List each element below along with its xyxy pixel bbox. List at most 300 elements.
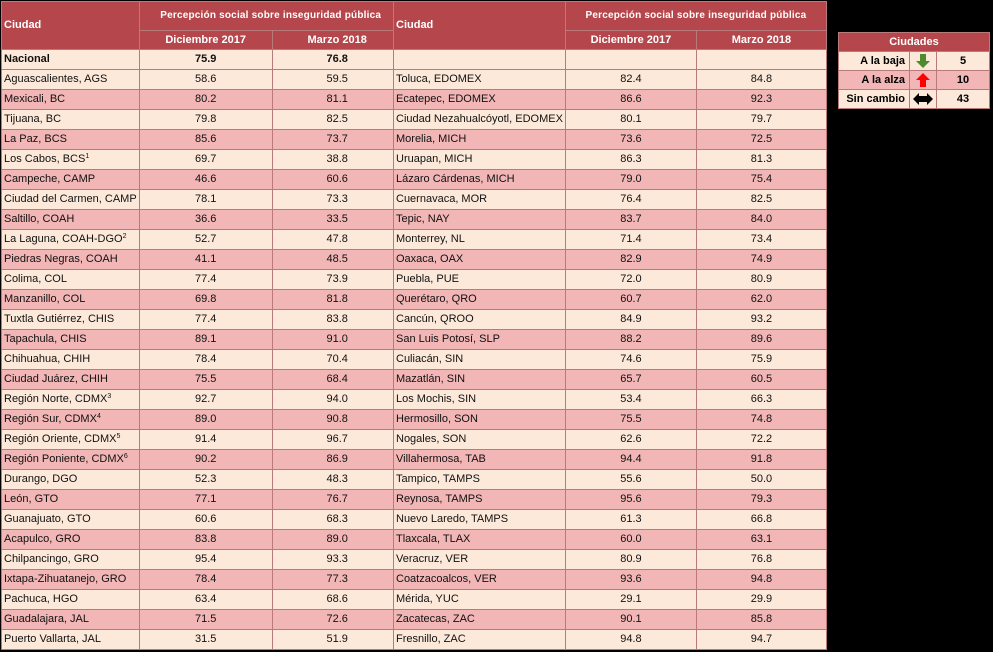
dec-2017-value: 86.3 bbox=[565, 150, 696, 170]
table-row bbox=[2, 50, 403, 70]
dec-2017-value: 72.0 bbox=[565, 270, 696, 290]
city-name: Culiacán, SIN bbox=[396, 353, 464, 365]
mar-2018-value: 74.9 bbox=[696, 250, 826, 270]
table-row bbox=[2, 370, 403, 390]
mar-2018-value: 89.0 bbox=[272, 530, 402, 550]
city-name: Puerto Vallarta, JAL bbox=[4, 633, 102, 645]
dec-2017-value: 80.9 bbox=[565, 550, 696, 570]
mar-2018-value: 76.8 bbox=[696, 550, 826, 570]
dec-2017-value: 77.1 bbox=[139, 490, 272, 510]
dec-2017-value: 31.5 bbox=[139, 630, 272, 650]
footnote-marker: 6 bbox=[123, 453, 128, 460]
table-row bbox=[2, 330, 403, 350]
dec-2017-value: 53.4 bbox=[565, 390, 696, 410]
city-name: Los Cabos, BCS bbox=[4, 153, 86, 165]
table-row bbox=[2, 610, 403, 630]
dec-2017-value bbox=[565, 50, 696, 70]
city-name: Reynosa, TAMPS bbox=[396, 493, 483, 505]
mar-2018-value: 77.3 bbox=[272, 570, 402, 590]
city-cell bbox=[2, 590, 140, 610]
dec-2017-value: 65.7 bbox=[565, 370, 696, 390]
table-row bbox=[394, 410, 827, 430]
legend-title: Ciudades bbox=[839, 33, 990, 52]
dec-2017-value: 75.5 bbox=[139, 370, 272, 390]
city-name: Puebla, PUE bbox=[396, 273, 459, 285]
mar-2018-value: 96.7 bbox=[272, 430, 402, 450]
city-cell bbox=[2, 290, 140, 310]
dec-2017-value: 55.6 bbox=[565, 470, 696, 490]
footnote-marker: 4 bbox=[96, 413, 101, 420]
dec-2017-value: 52.3 bbox=[139, 470, 272, 490]
mar-2018-value: 92.3 bbox=[696, 90, 826, 110]
table-row bbox=[394, 330, 827, 350]
dec-2017-value: 84.9 bbox=[565, 310, 696, 330]
mar-2018-value: 74.8 bbox=[696, 410, 826, 430]
table-row bbox=[2, 150, 403, 170]
mar-2018-value: 75.4 bbox=[696, 170, 826, 190]
mar-2018-value: 82.5 bbox=[696, 190, 826, 210]
city-cell bbox=[2, 430, 140, 450]
table-row bbox=[394, 70, 827, 90]
city-cell bbox=[2, 270, 140, 290]
mar-2018-value: 76.7 bbox=[272, 490, 402, 510]
city-cell bbox=[394, 290, 566, 310]
city-cell bbox=[394, 510, 566, 530]
right-table bbox=[393, 1, 827, 650]
table-row bbox=[2, 450, 403, 470]
table-row bbox=[2, 470, 403, 490]
legend-row-nochange bbox=[839, 90, 990, 109]
mar-2018-value: 80.9 bbox=[696, 270, 826, 290]
mar-2018-value: 81.1 bbox=[272, 90, 402, 110]
legend-count: 5 bbox=[937, 52, 990, 71]
mar-2018-value: 90.8 bbox=[272, 410, 402, 430]
table-row bbox=[394, 390, 827, 410]
dec-2017-value: 92.7 bbox=[139, 390, 272, 410]
city-cell bbox=[394, 610, 566, 630]
mar-2018-value: 33.5 bbox=[272, 210, 402, 230]
dec-2017-value: 90.2 bbox=[139, 450, 272, 470]
city-cell bbox=[394, 250, 566, 270]
city-name: Ciudad Juárez, CHIH bbox=[4, 373, 108, 385]
dec-2017-value: 58.6 bbox=[139, 70, 272, 90]
city-name: Tampico, TAMPS bbox=[396, 473, 480, 485]
city-name: Durango, DGO bbox=[4, 473, 78, 485]
mar-2018-value: 59.5 bbox=[272, 70, 402, 90]
footnote-marker: 2 bbox=[122, 233, 127, 240]
table-row bbox=[2, 310, 403, 330]
table-row bbox=[2, 430, 403, 450]
mar-2018-value: 94.0 bbox=[272, 390, 402, 410]
city-cell bbox=[2, 230, 140, 250]
table-row bbox=[394, 190, 827, 210]
city-cell bbox=[2, 570, 140, 590]
city-name: Acapulco, GRO bbox=[4, 533, 81, 545]
city-cell bbox=[394, 430, 566, 450]
city-cell bbox=[2, 70, 140, 90]
dec-2017-value: 77.4 bbox=[139, 310, 272, 330]
city-cell bbox=[394, 490, 566, 510]
dec-2017-value: 71.4 bbox=[565, 230, 696, 250]
city-cell bbox=[394, 590, 566, 610]
table-row bbox=[394, 110, 827, 130]
table-row bbox=[2, 530, 403, 550]
dec-2017-value: 78.4 bbox=[139, 570, 272, 590]
city-name: Mérida, YUC bbox=[396, 593, 459, 605]
city-header: Ciudad bbox=[2, 2, 140, 50]
mar-2018-value: 76.8 bbox=[272, 50, 402, 70]
city-cell bbox=[2, 610, 140, 630]
dec-2017-value: 60.6 bbox=[139, 510, 272, 530]
city-name: Veracruz, VER bbox=[396, 553, 469, 565]
mar-2018-value: 68.3 bbox=[272, 510, 402, 530]
dec-2017-value: 90.1 bbox=[565, 610, 696, 630]
mar-2018-value: 75.9 bbox=[696, 350, 826, 370]
city-name: Ixtapa-Zihuatanejo, GRO bbox=[4, 573, 127, 585]
legend-count: 43 bbox=[937, 90, 990, 109]
city-name: Nogales, SON bbox=[396, 433, 467, 445]
dec-2017-value: 94.8 bbox=[565, 630, 696, 650]
mar-2018-value: 70.4 bbox=[272, 350, 402, 370]
city-cell bbox=[2, 330, 140, 350]
mar-2018-value: 81.8 bbox=[272, 290, 402, 310]
city-name: Ciudad Nezahualcóyotl, EDOMEX bbox=[396, 113, 563, 125]
table-row bbox=[394, 250, 827, 270]
city-cell bbox=[394, 50, 566, 70]
dec-2017-value: 95.4 bbox=[139, 550, 272, 570]
city-cell bbox=[2, 470, 140, 490]
mar-2018-header: Marzo 2018 bbox=[696, 31, 826, 50]
black-left-right-arrow-icon bbox=[910, 90, 937, 109]
city-name: Villahermosa, TAB bbox=[396, 453, 486, 465]
table-row bbox=[394, 530, 827, 550]
city-name: La Laguna, COAH-DGO bbox=[4, 233, 123, 245]
dec-2017-value: 41.1 bbox=[139, 250, 272, 270]
city-name: Manzanillo, COL bbox=[4, 293, 86, 305]
perception-header: Percepción social sobre inseguridad pública bbox=[139, 2, 402, 31]
mar-2018-value: 89.6 bbox=[696, 330, 826, 350]
city-name: Colima, COL bbox=[4, 273, 67, 285]
dec-2017-value: 86.6 bbox=[565, 90, 696, 110]
mar-2018-value: 60.5 bbox=[696, 370, 826, 390]
dec-2017-value: 36.6 bbox=[139, 210, 272, 230]
dec-2017-value: 95.6 bbox=[565, 490, 696, 510]
table-row bbox=[394, 90, 827, 110]
city-name: Chilpancingo, GRO bbox=[4, 553, 99, 565]
dec-2017-value: 79.0 bbox=[565, 170, 696, 190]
dec-2017-header: Diciembre 2017 bbox=[139, 31, 272, 50]
city-name: Saltillo, COAH bbox=[4, 213, 75, 225]
city-cell bbox=[394, 110, 566, 130]
table-row bbox=[2, 390, 403, 410]
table-row bbox=[2, 350, 403, 370]
city-name: Aguascalientes, AGS bbox=[4, 73, 108, 85]
city-name: Los Mochis, SIN bbox=[396, 393, 477, 405]
city-name: Hermosillo, SON bbox=[396, 413, 478, 425]
city-cell bbox=[2, 50, 140, 70]
city-name: Monterrey, NL bbox=[396, 233, 465, 245]
dec-2017-value: 52.7 bbox=[139, 230, 272, 250]
mar-2018-value: 68.6 bbox=[272, 590, 402, 610]
city-cell bbox=[394, 570, 566, 590]
dec-2017-value: 61.3 bbox=[565, 510, 696, 530]
mar-2018-value: 68.4 bbox=[272, 370, 402, 390]
table-row bbox=[2, 110, 403, 130]
table-row bbox=[394, 470, 827, 490]
table-row bbox=[394, 510, 827, 530]
mar-2018-value: 72.5 bbox=[696, 130, 826, 150]
footnote-marker: 1 bbox=[85, 153, 90, 160]
left-table bbox=[1, 1, 403, 650]
dec-2017-value: 79.8 bbox=[139, 110, 272, 130]
mar-2018-value: 47.8 bbox=[272, 230, 402, 250]
mar-2018-value: 73.9 bbox=[272, 270, 402, 290]
city-name: Oaxaca, OAX bbox=[396, 253, 464, 265]
table-row bbox=[2, 550, 403, 570]
city-name: Coatzacoalcos, VER bbox=[396, 573, 497, 585]
city-name: Cuernavaca, MOR bbox=[396, 193, 488, 205]
green-down-arrow-icon bbox=[910, 52, 937, 71]
city-cell bbox=[2, 110, 140, 130]
city-name: Tijuana, BC bbox=[4, 113, 62, 125]
mar-2018-value: 72.6 bbox=[272, 610, 402, 630]
mar-2018-value: 62.0 bbox=[696, 290, 826, 310]
city-cell bbox=[394, 270, 566, 290]
mar-2018-value: 81.3 bbox=[696, 150, 826, 170]
table-row bbox=[394, 590, 827, 610]
footnote-marker: 5 bbox=[116, 433, 121, 440]
table-row bbox=[394, 310, 827, 330]
table-row bbox=[2, 230, 403, 250]
mar-2018-value: 48.3 bbox=[272, 470, 402, 490]
mar-2018-value: 29.9 bbox=[696, 590, 826, 610]
legend-row-up bbox=[839, 71, 990, 90]
footnote-marker: 3 bbox=[107, 393, 112, 400]
city-cell bbox=[394, 550, 566, 570]
city-name: Campeche, CAMP bbox=[4, 173, 96, 185]
table-row bbox=[2, 290, 403, 310]
table-row bbox=[394, 270, 827, 290]
mar-2018-value: 73.4 bbox=[696, 230, 826, 250]
city-cell bbox=[2, 350, 140, 370]
dec-2017-value: 94.4 bbox=[565, 450, 696, 470]
table-row bbox=[2, 210, 403, 230]
city-name: León, GTO bbox=[4, 493, 59, 505]
city-name: Cancún, QROO bbox=[396, 313, 474, 325]
dec-2017-value: 82.9 bbox=[565, 250, 696, 270]
mar-2018-value: 93.2 bbox=[696, 310, 826, 330]
table-row bbox=[394, 210, 827, 230]
city-name: Tuxtla Gutiérrez, CHIS bbox=[4, 313, 115, 325]
dec-2017-value: 80.2 bbox=[139, 90, 272, 110]
city-cell bbox=[2, 510, 140, 530]
table-row bbox=[2, 510, 403, 530]
city-header: Ciudad bbox=[394, 2, 566, 50]
dec-2017-value: 69.7 bbox=[139, 150, 272, 170]
city-cell bbox=[394, 150, 566, 170]
table-row bbox=[394, 50, 827, 70]
city-name: Ciudad del Carmen, CAMP bbox=[4, 193, 137, 205]
city-name: Región Norte, CDMX bbox=[4, 393, 108, 405]
dec-2017-value: 83.8 bbox=[139, 530, 272, 550]
city-name: Guanajuato, GTO bbox=[4, 513, 91, 525]
city-name: Pachuca, HGO bbox=[4, 593, 78, 605]
table-row bbox=[394, 150, 827, 170]
city-cell bbox=[394, 190, 566, 210]
dec-2017-value: 83.7 bbox=[565, 210, 696, 230]
red-up-arrow-icon bbox=[910, 71, 937, 90]
city-cell bbox=[2, 450, 140, 470]
mar-2018-value: 83.8 bbox=[272, 310, 402, 330]
dec-2017-value: 78.4 bbox=[139, 350, 272, 370]
city-cell bbox=[2, 410, 140, 430]
dec-2017-value: 46.6 bbox=[139, 170, 272, 190]
dec-2017-value: 60.0 bbox=[565, 530, 696, 550]
mar-2018-value: 48.5 bbox=[272, 250, 402, 270]
table-row bbox=[394, 490, 827, 510]
city-cell bbox=[2, 630, 140, 650]
legend-count: 10 bbox=[937, 71, 990, 90]
dec-2017-value: 76.4 bbox=[565, 190, 696, 210]
mar-2018-value: 79.7 bbox=[696, 110, 826, 130]
mar-2018-value: 84.0 bbox=[696, 210, 826, 230]
dec-2017-header: Diciembre 2017 bbox=[565, 31, 696, 50]
table-row bbox=[394, 350, 827, 370]
city-cell bbox=[2, 150, 140, 170]
mar-2018-value: 86.9 bbox=[272, 450, 402, 470]
city-name: Guadalajara, JAL bbox=[4, 613, 89, 625]
mar-2018-value: 66.8 bbox=[696, 510, 826, 530]
city-name: Uruapan, MICH bbox=[396, 153, 473, 165]
dec-2017-value: 71.5 bbox=[139, 610, 272, 630]
mar-2018-value: 38.8 bbox=[272, 150, 402, 170]
mar-2018-header: Marzo 2018 bbox=[272, 31, 402, 50]
legend-label: A la baja bbox=[839, 52, 910, 71]
city-name: Mexicali, BC bbox=[4, 93, 66, 105]
mar-2018-value: 79.3 bbox=[696, 490, 826, 510]
city-name: Morelia, MICH bbox=[396, 133, 467, 145]
legend-label: Sin cambio bbox=[839, 90, 910, 109]
city-cell bbox=[2, 250, 140, 270]
table-row bbox=[2, 70, 403, 90]
legend-row-down bbox=[839, 52, 990, 71]
mar-2018-value: 50.0 bbox=[696, 470, 826, 490]
city-name: Nacional bbox=[4, 53, 50, 65]
city-name: Tapachula, CHIS bbox=[4, 333, 87, 345]
table-row bbox=[2, 130, 403, 150]
mar-2018-value: 84.8 bbox=[696, 70, 826, 90]
mar-2018-value: 63.1 bbox=[696, 530, 826, 550]
city-name: Toluca, EDOMEX bbox=[396, 73, 482, 85]
city-cell bbox=[2, 130, 140, 150]
mar-2018-value: 91.8 bbox=[696, 450, 826, 470]
legend-table bbox=[838, 32, 990, 109]
city-name: Fresnillo, ZAC bbox=[396, 633, 466, 645]
city-cell bbox=[2, 370, 140, 390]
city-cell bbox=[2, 170, 140, 190]
dec-2017-value: 82.4 bbox=[565, 70, 696, 90]
dec-2017-value: 77.4 bbox=[139, 270, 272, 290]
table-row bbox=[2, 630, 403, 650]
city-cell bbox=[2, 490, 140, 510]
table-row bbox=[2, 490, 403, 510]
table-row bbox=[2, 190, 403, 210]
dec-2017-value: 29.1 bbox=[565, 590, 696, 610]
dec-2017-value: 91.4 bbox=[139, 430, 272, 450]
mar-2018-value: 73.7 bbox=[272, 130, 402, 150]
table-row bbox=[394, 230, 827, 250]
table-row bbox=[394, 130, 827, 150]
mar-2018-value: 85.8 bbox=[696, 610, 826, 630]
city-name: San Luis Potosí, SLP bbox=[396, 333, 500, 345]
city-name: Piedras Negras, COAH bbox=[4, 253, 118, 265]
table-row bbox=[394, 450, 827, 470]
table-row bbox=[394, 570, 827, 590]
city-cell bbox=[394, 370, 566, 390]
mar-2018-value: 66.3 bbox=[696, 390, 826, 410]
mar-2018-value: 60.6 bbox=[272, 170, 402, 190]
city-name: Región Oriente, CDMX bbox=[4, 433, 117, 445]
table-row bbox=[394, 370, 827, 390]
city-cell bbox=[394, 230, 566, 250]
dec-2017-value: 60.7 bbox=[565, 290, 696, 310]
mar-2018-value: 93.3 bbox=[272, 550, 402, 570]
city-cell bbox=[2, 190, 140, 210]
city-name: Chihuahua, CHIH bbox=[4, 353, 91, 365]
table-row bbox=[394, 430, 827, 450]
table-row bbox=[394, 630, 827, 650]
table-row bbox=[394, 550, 827, 570]
city-name: Mazatlán, SIN bbox=[396, 373, 466, 385]
city-name: Tepic, NAY bbox=[396, 213, 450, 225]
city-cell bbox=[394, 130, 566, 150]
mar-2018-value: 51.9 bbox=[272, 630, 402, 650]
table-row bbox=[2, 590, 403, 610]
legend-label: A la alza bbox=[839, 71, 910, 90]
dec-2017-value: 89.0 bbox=[139, 410, 272, 430]
city-cell bbox=[2, 210, 140, 230]
dec-2017-value: 85.6 bbox=[139, 130, 272, 150]
city-cell bbox=[394, 630, 566, 650]
table-row bbox=[2, 570, 403, 590]
city-name: La Paz, BCS bbox=[4, 133, 67, 145]
city-cell bbox=[394, 90, 566, 110]
table-row bbox=[2, 170, 403, 190]
city-name: Región Sur, CDMX bbox=[4, 413, 97, 425]
city-cell bbox=[394, 530, 566, 550]
perception-header: Percepción social sobre inseguridad pública bbox=[565, 2, 826, 31]
city-cell bbox=[394, 470, 566, 490]
city-cell bbox=[394, 330, 566, 350]
dec-2017-value: 88.2 bbox=[565, 330, 696, 350]
table-row bbox=[394, 290, 827, 310]
table-row bbox=[2, 250, 403, 270]
city-name: Ecatepec, EDOMEX bbox=[396, 93, 496, 105]
city-cell bbox=[2, 390, 140, 410]
city-cell bbox=[394, 410, 566, 430]
city-cell bbox=[2, 550, 140, 570]
city-cell bbox=[2, 530, 140, 550]
mar-2018-value: 82.5 bbox=[272, 110, 402, 130]
city-cell bbox=[394, 450, 566, 470]
mar-2018-value: 72.2 bbox=[696, 430, 826, 450]
city-name: Querétaro, QRO bbox=[396, 293, 477, 305]
dec-2017-value: 75.5 bbox=[565, 410, 696, 430]
city-cell bbox=[394, 390, 566, 410]
city-cell bbox=[394, 170, 566, 190]
mar-2018-value bbox=[696, 50, 826, 70]
dec-2017-value: 69.8 bbox=[139, 290, 272, 310]
